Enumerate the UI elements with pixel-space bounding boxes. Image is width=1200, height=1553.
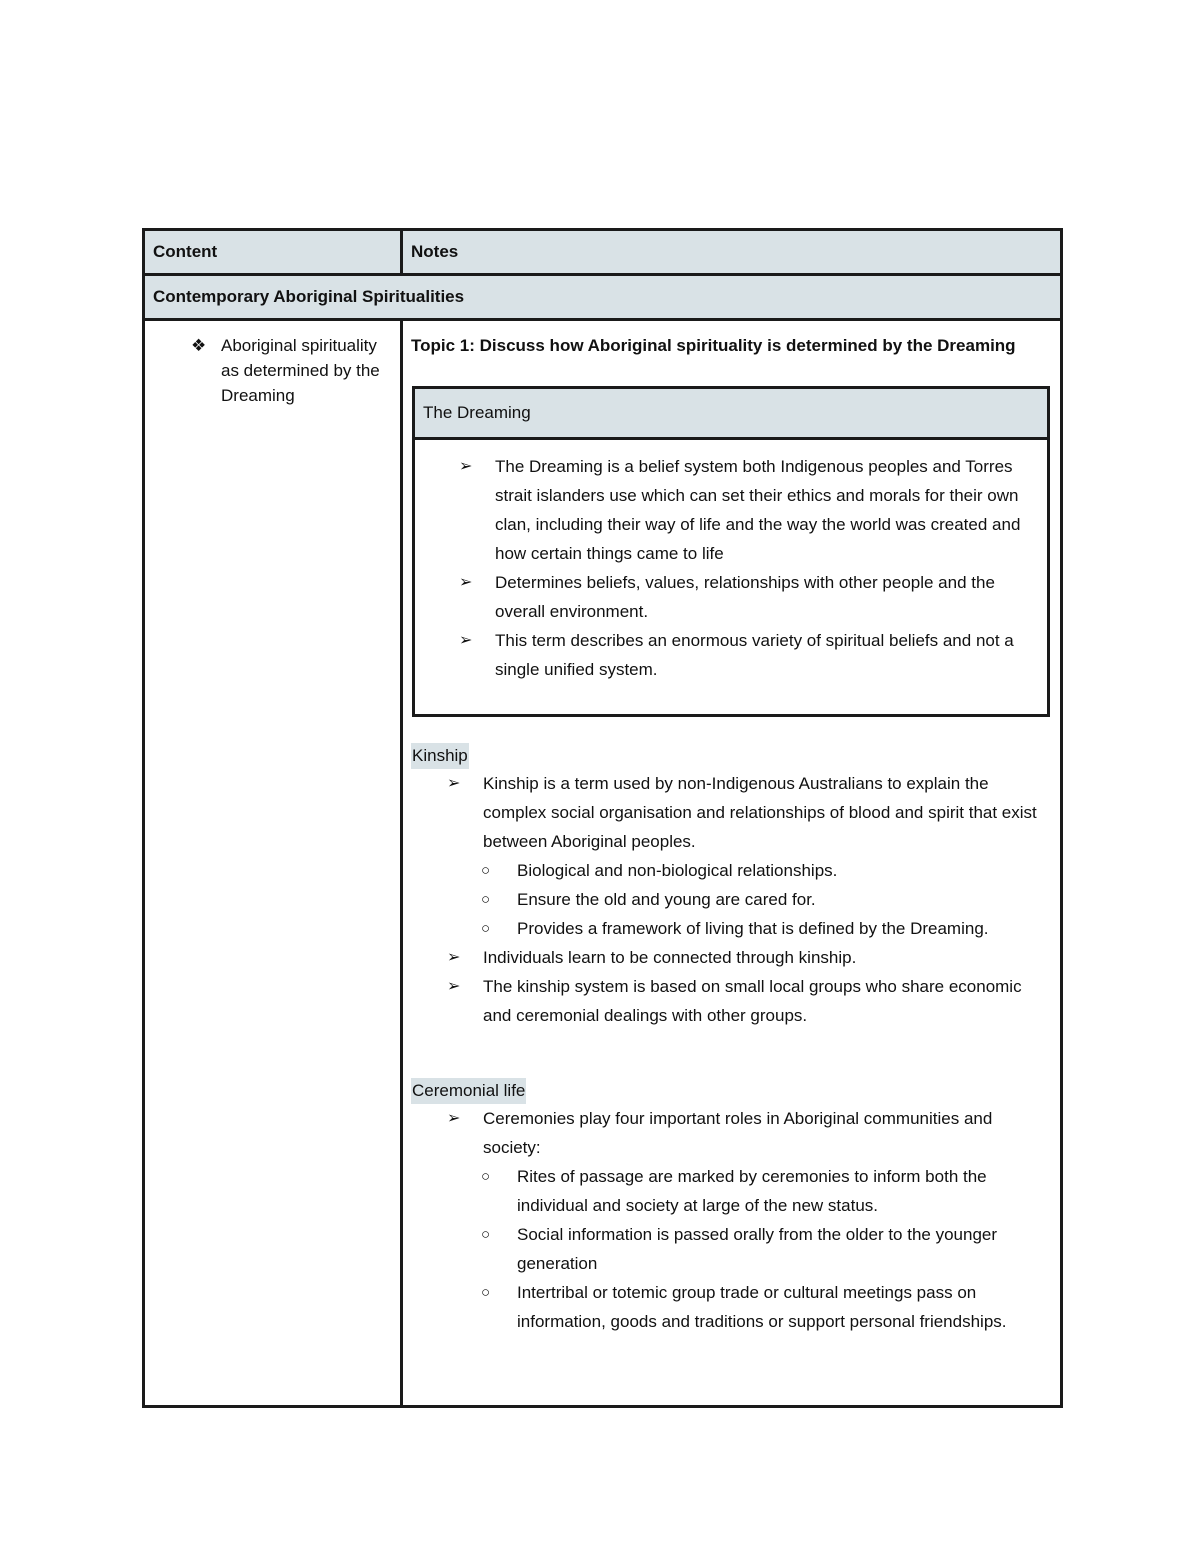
list-item-text: Determines beliefs, values, relationships with other people and the overall environment. (495, 573, 995, 621)
sub-list-item-text: Biological and non-biological relationships. (517, 861, 838, 880)
notes-cell (402, 320, 1062, 1407)
list-item-text: Individuals learn to be connected through kinship. (483, 948, 857, 967)
arrow-bullet-icon: ➢ (459, 632, 473, 649)
sub-list-item (411, 856, 1052, 885)
content-cell (144, 320, 402, 1407)
list-item-text: Kinship is a term used by non-Indigenous Australians to explain the complex social organisation and relationships of blood and spirit that exist between Aboriginal peoples. (483, 774, 1037, 851)
sub-list-item-text: Provides a framework of living that is defined by the Dreaming. (517, 919, 989, 938)
list-item (447, 1104, 1052, 1162)
sub-list-item (411, 914, 1052, 943)
circle-bullet-icon: ○ (481, 1226, 491, 1243)
list-item-text: This term describes an enormous variety of spiritual beliefs and not a single unified system. (495, 631, 1014, 679)
sub-list-item (411, 1278, 1052, 1336)
list-item-text: Ceremonies play four important roles in Aboriginal communities and society: (483, 1109, 993, 1157)
kinship-list (411, 769, 1052, 856)
diamond-bullet-icon: ❖ (191, 336, 207, 355)
list-item (459, 626, 1037, 684)
arrow-bullet-icon: ➢ (459, 574, 473, 591)
sub-list-item (411, 885, 1052, 914)
arrow-bullet-icon: ➢ (459, 458, 473, 475)
list-item (447, 972, 1052, 1030)
ceremonial-list (411, 1104, 1052, 1162)
arrow-bullet-icon: ➢ (447, 978, 461, 995)
kinship-section (411, 743, 1052, 1030)
sub-list-item-text: Ensure the old and young are cared for. (517, 890, 816, 909)
arrow-bullet-icon: ➢ (447, 949, 461, 966)
kinship-list-continued (411, 943, 1052, 1030)
arrow-bullet-icon: ➢ (447, 1110, 461, 1127)
circle-bullet-icon: ○ (481, 891, 491, 908)
dreaming-box-body (415, 440, 1047, 714)
sub-list-item-text: Intertribal or totemic group trade or cultural meetings pass on information, goods and traditions or support personal friendships. (517, 1283, 1007, 1331)
ceremonial-section (411, 1078, 1052, 1336)
circle-bullet-icon: ○ (481, 1284, 491, 1301)
kinship-title: Kinship (411, 743, 469, 769)
sub-list-item (411, 1162, 1052, 1220)
header-row (144, 230, 1062, 275)
dreaming-box (412, 386, 1050, 717)
sub-list-item-text: Rites of passage are marked by ceremonies to inform both the individual and society at large of the new status. (517, 1167, 987, 1215)
sub-list-item (411, 1220, 1052, 1278)
ceremonial-title: Ceremonial life (411, 1078, 526, 1104)
list-item (459, 452, 1037, 568)
circle-bullet-icon: ○ (481, 920, 491, 937)
notes-table (142, 228, 1063, 1408)
list-item (459, 568, 1037, 626)
list-item (447, 769, 1052, 856)
sub-list-item-text: Social information is passed orally from the older to the younger generation (517, 1225, 998, 1273)
content-item-text: Aboriginal spirituality as determined by the Dreaming (221, 336, 380, 405)
list-item-text: The kinship system is based on small local groups who share economic and ceremonial dealings with other groups. (483, 977, 1022, 1025)
header-notes: Notes (402, 230, 1062, 275)
content-item (191, 333, 390, 408)
body-row (144, 320, 1062, 1407)
arrow-bullet-icon: ➢ (447, 775, 461, 792)
circle-bullet-icon: ○ (481, 1168, 491, 1185)
list-item (447, 943, 1052, 972)
section-band-title: Contemporary Aboriginal Spiritualities (144, 275, 1062, 320)
topic-title: Topic 1: Discuss how Aboriginal spirituality is determined by the Dreaming (411, 336, 1016, 355)
dreaming-box-title: The Dreaming (415, 389, 1047, 440)
list-item-text: The Dreaming is a belief system both Indigenous peoples and Torres strait islanders use which can set their ethics and morals for their own clan, including their way of life and the way the world was created and how certain things came to life (495, 457, 1021, 563)
header-content: Content (144, 230, 402, 275)
section-band-row (144, 275, 1062, 320)
circle-bullet-icon: ○ (481, 862, 491, 879)
